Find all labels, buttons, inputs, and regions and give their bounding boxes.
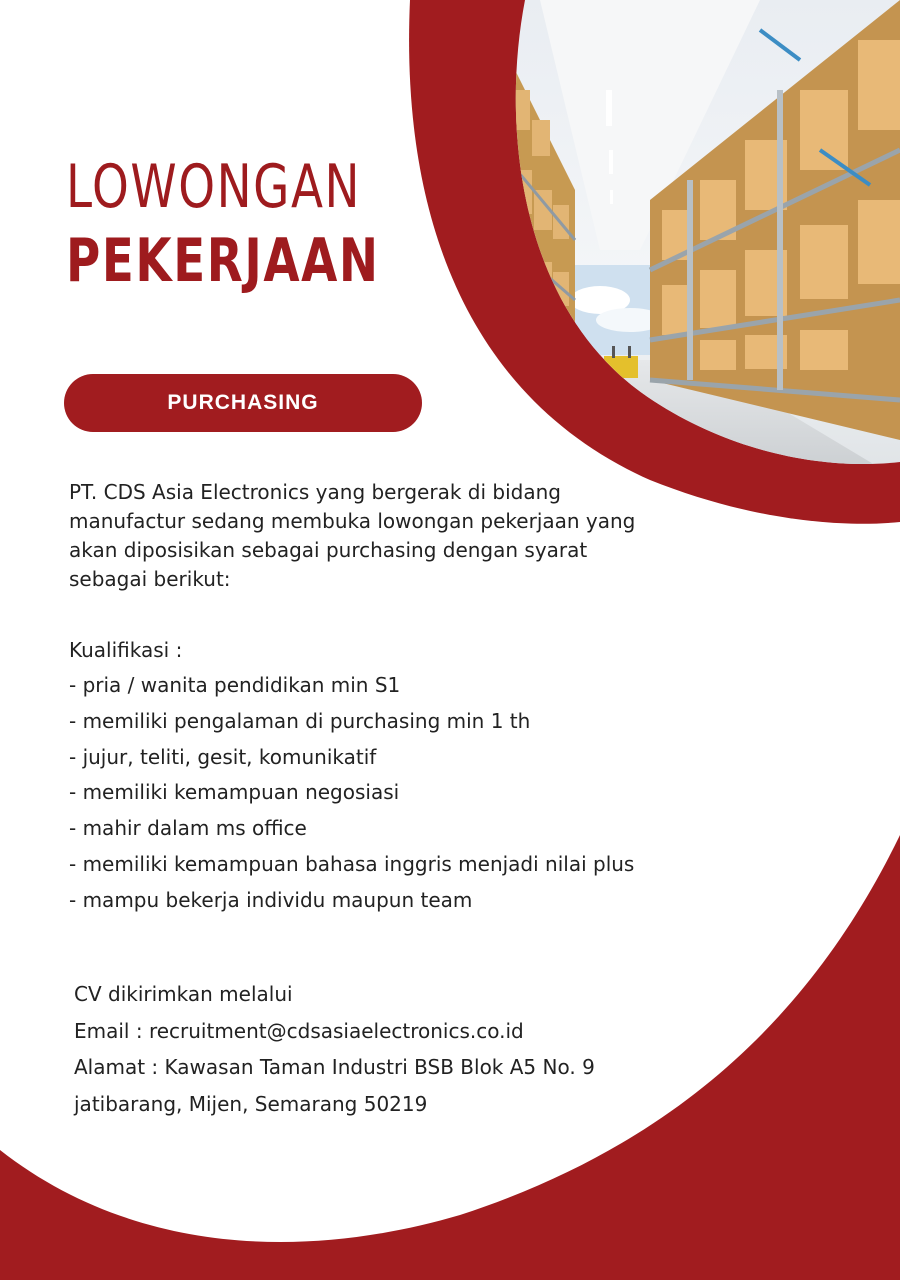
qualifications-list <box>69 668 769 919</box>
qualifications-section <box>69 632 769 919</box>
position-badge: PURCHASING <box>64 374 422 432</box>
list-item: - memiliki pengalaman di purchasing min 1 th <box>69 708 531 733</box>
contact-email: Email : recruitment@cdsasiaelectronics.co.id <box>74 1018 524 1043</box>
list-item: - pria / wanita pendidikan min S1 <box>69 673 401 697</box>
contact-address-line-1: Alamat : Kawasan Taman Industri BSB Blok A5 No. 9 <box>74 1055 595 1079</box>
contact-section <box>74 976 774 1122</box>
contact-address-line-2: jatibarang, Mijen, Semarang 50219 <box>74 1091 428 1116</box>
list-item: - mampu bekerja individu maupun team <box>69 887 473 912</box>
list-item: - memiliki kemampuan bahasa inggris menjadi nilai plus <box>69 851 635 876</box>
contact-intro: CV dikirimkan melalui <box>74 982 293 1006</box>
title-line-1: LOWONGAN <box>66 152 362 222</box>
list-item: - jujur, teliti, gesit, komunikatif <box>69 744 377 769</box>
intro-paragraph: PT. CDS Asia Electronics yang bergerak di bidang manufactur sedang membuka lowongan pekerjaan yang akan diposisikan sebagai purchasing dengan syarat sebagai berikut: <box>69 480 636 591</box>
qualifications-label: Kualifikasi : <box>69 638 183 662</box>
page-title <box>66 150 380 298</box>
list-item: - mahir dalam ms office <box>69 816 307 841</box>
list-item: - memiliki kemampuan negosiasi <box>69 780 400 805</box>
title-line-2: PEKERJAAN <box>66 226 380 296</box>
